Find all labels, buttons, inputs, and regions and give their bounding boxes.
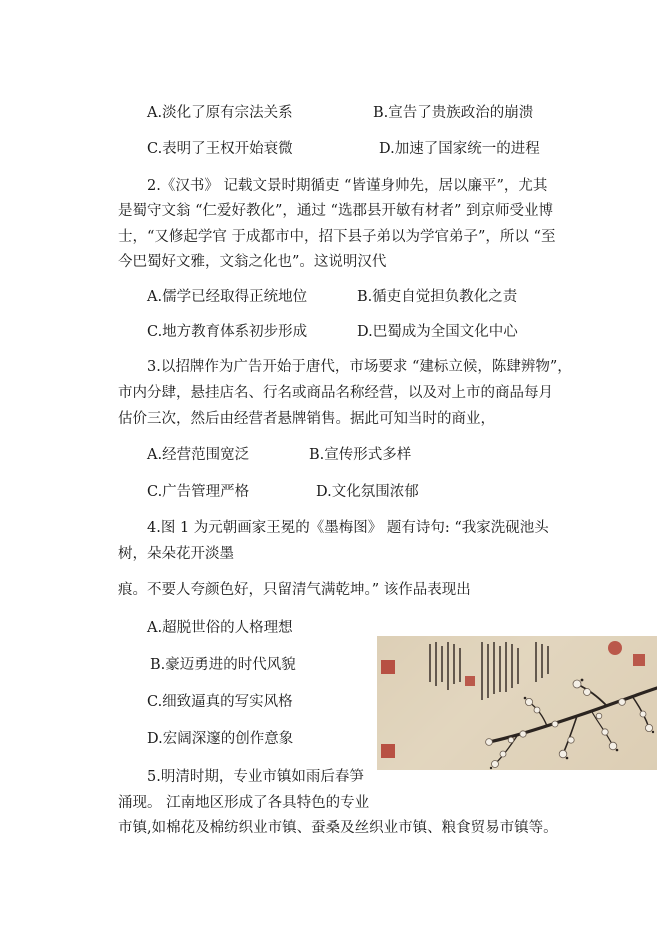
q4-option-d: D.宏阔深邃的创作意象 — [147, 731, 294, 747]
q1-option-b: B.宣告了贵族政治的崩溃 — [373, 105, 534, 121]
q2-stem-line: 是蜀守文翁 “仁爱好教化”，通过 “选郡县开敏有材者” 到京师受业博 — [118, 203, 553, 219]
q1-option-a: A.淡化了原有宗法关系 — [147, 105, 293, 121]
q2-option-d: D.巴蜀成为全国文化中心 — [357, 324, 518, 340]
q3-stem-line: 估价三次，然后由经营者悬牌销售。据此可知当时的商业， — [118, 411, 495, 427]
q3-option-a: A.经营范围宽泛 — [147, 447, 250, 463]
q2-option-b: B.循吏自觉担负教化之责 — [357, 289, 518, 305]
q2-option-a: A.儒学已经取得正统地位 — [147, 289, 308, 305]
q1-option-d: D.加速了国家统一的进程 — [379, 141, 540, 157]
q4-stem-line: 树，朵朵花开淡墨 — [118, 546, 234, 562]
q3-stem-line: 3.以招牌作为广告开始于唐代，市场要求 “建标立候，陈肆辨物”， — [147, 359, 572, 375]
q4-option-c: C.细致逼真的写实风格 — [147, 694, 293, 710]
q2-stem-line: 士，“又修起学官 于成都市中，招下县子弟以为学官弟子”，所以 “至 — [118, 229, 556, 245]
q5-stem-line: 5.明清时期，专业市镇如雨后春笋 — [147, 769, 364, 785]
q5-stem-line: 市镇,如棉花及棉纺织业市镇、蚕桑及丝织业市镇、粮食贸易市镇等。 — [118, 820, 558, 836]
q4-stem-line: 痕。不要人夸颜色好，只留清气满乾坤。” 该作品表现出 — [118, 582, 471, 598]
q4-stem-line: 4.图 1 为元朝画家王冕的《墨梅图》 题有诗句: “我家洗砚池头 — [147, 520, 549, 536]
q3-option-c: C.广告管理严格 — [147, 484, 250, 500]
q2-option-c: C.地方教育体系初步形成 — [147, 324, 308, 340]
q4-option-b: B.豪迈勇进的时代风貌 — [150, 657, 296, 673]
q2-stem-line: 今巴蜀好文雅，文翁之化也”。这说明汉代 — [118, 254, 387, 270]
plum-blossom-ink-icon — [377, 636, 657, 770]
plum-blossom-painting — [377, 636, 657, 770]
q1-option-c: C.表明了王权开始衰微 — [147, 141, 293, 157]
q2-stem-line: 2.《汉书》 记载文景时期循吏 “皆谨身帅先，居以廉平”，尤其 — [147, 178, 548, 194]
q3-option-b: B.宣传形式多样 — [309, 447, 412, 463]
q3-stem-line: 市内分肆，悬挂店名、行名或商品名称经营，以及对上市的商品每月 — [118, 385, 553, 401]
q3-option-d: D.文化氛围浓郁 — [316, 484, 419, 500]
q4-option-a: A.超脱世俗的人格理想 — [147, 620, 293, 636]
q5-stem-line: 涌现。 江南地区形成了各具特色的专业 — [118, 795, 370, 811]
